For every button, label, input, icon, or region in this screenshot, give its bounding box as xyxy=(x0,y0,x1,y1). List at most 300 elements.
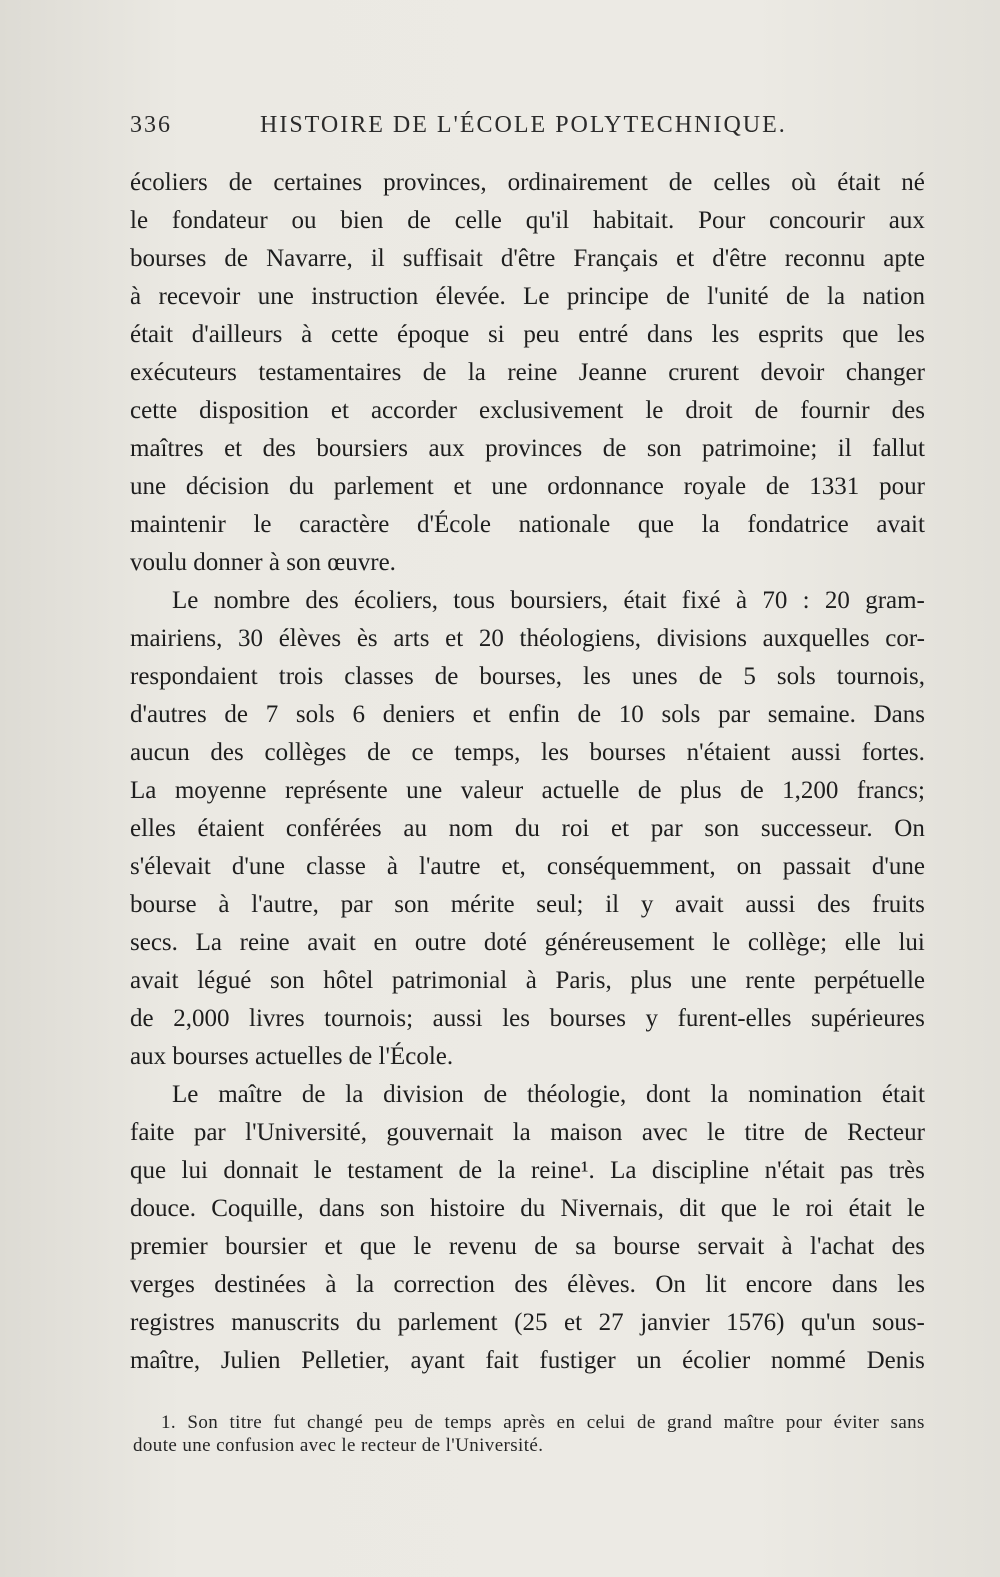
word: des xyxy=(891,397,925,424)
word: Jeanne xyxy=(578,359,647,386)
word: de xyxy=(637,777,662,804)
word: seul; xyxy=(536,891,584,918)
word: lui xyxy=(181,1157,208,1184)
word: 20 xyxy=(478,625,504,652)
word: la xyxy=(467,359,486,386)
body-text xyxy=(130,164,925,1380)
word: aux xyxy=(428,435,465,462)
word: supérieures xyxy=(811,1005,925,1032)
word: il xyxy=(605,891,620,918)
word: l'unité xyxy=(707,283,769,310)
word: principe xyxy=(566,283,649,310)
word: de xyxy=(602,435,627,462)
word: maison xyxy=(550,1119,623,1146)
word: une xyxy=(130,473,167,500)
word: l'Université, xyxy=(245,1119,367,1146)
word: le xyxy=(413,1233,432,1260)
word: bourse xyxy=(613,1233,681,1260)
word: de xyxy=(130,1005,154,1032)
word: son xyxy=(394,891,429,918)
word: Navarre, xyxy=(266,245,353,272)
word: cor- xyxy=(885,625,925,652)
word: d'une xyxy=(871,853,925,880)
word: 10 xyxy=(618,701,644,728)
word: patrimoine; xyxy=(702,435,818,462)
word: temps, xyxy=(454,739,521,766)
word: par xyxy=(193,1119,226,1146)
text-line xyxy=(130,164,925,202)
word: était xyxy=(848,1195,892,1222)
word: maître xyxy=(723,1412,775,1433)
word: caractère xyxy=(299,511,390,538)
word: de xyxy=(407,207,431,234)
word: boursiers, xyxy=(510,587,609,614)
word: classes xyxy=(344,663,414,690)
word: recevoir xyxy=(158,283,241,310)
word: que xyxy=(842,321,879,348)
word: élèves xyxy=(278,625,342,652)
word: nom xyxy=(448,815,494,842)
word: de xyxy=(301,1081,326,1108)
word: n'était xyxy=(764,1157,825,1184)
word: unes xyxy=(631,663,678,690)
word: de xyxy=(414,1412,434,1433)
word: collèges xyxy=(264,739,347,766)
word: n'étaient xyxy=(686,739,771,766)
word: collège; xyxy=(747,929,828,956)
word: francs; xyxy=(856,777,925,804)
word: 70 xyxy=(762,587,788,614)
word: dans xyxy=(831,1271,878,1298)
word: de xyxy=(666,283,690,310)
word: Recteur xyxy=(847,1119,925,1146)
text-line xyxy=(130,1304,925,1342)
text-line: aux bourses actuelles de l'École. xyxy=(130,1043,454,1070)
word: fortes. xyxy=(861,739,925,766)
word: avait xyxy=(130,967,179,994)
word: avec xyxy=(641,1119,688,1146)
word: suffisait xyxy=(402,245,483,272)
word: avait xyxy=(307,929,356,956)
footnote-line xyxy=(133,1411,925,1434)
word: son xyxy=(704,815,740,842)
word: le xyxy=(645,397,664,424)
word: tournois, xyxy=(836,663,925,690)
word: changer xyxy=(845,359,925,386)
word: les xyxy=(711,321,740,348)
word: de xyxy=(577,701,602,728)
word: actuelle xyxy=(541,777,620,804)
word: On xyxy=(655,1271,686,1298)
word: des xyxy=(514,1271,548,1298)
word: si xyxy=(487,321,505,348)
word: écoliers xyxy=(130,169,208,196)
word: 1576) xyxy=(726,1309,785,1336)
word: ayant xyxy=(410,1347,465,1374)
word: les xyxy=(583,663,611,690)
word: pour xyxy=(785,1412,823,1433)
word: une xyxy=(690,967,727,994)
word: manuscrits xyxy=(231,1309,340,1336)
word: les xyxy=(897,1271,925,1298)
word: d'une xyxy=(231,853,286,880)
word: faite xyxy=(130,1119,175,1146)
word: que xyxy=(359,1233,396,1260)
word: sa xyxy=(575,1233,597,1260)
word: une xyxy=(257,283,294,310)
word: de xyxy=(224,701,249,728)
word: outre xyxy=(414,929,467,956)
word: fruits xyxy=(872,891,925,918)
word: gram- xyxy=(865,587,925,614)
word: plus xyxy=(630,967,673,994)
word: des xyxy=(817,891,851,918)
word: : xyxy=(802,587,810,614)
word: aucun xyxy=(130,739,190,766)
text-line xyxy=(130,506,925,544)
word: boursiers xyxy=(316,435,409,462)
word: fournir xyxy=(800,397,870,424)
word: la xyxy=(356,1271,375,1298)
word: éviter xyxy=(833,1412,880,1433)
text-line xyxy=(130,886,925,924)
word: élèves. xyxy=(567,1271,636,1298)
word: maîtres xyxy=(130,435,204,462)
word: la xyxy=(345,1081,364,1108)
word: était xyxy=(837,169,881,196)
word: peu xyxy=(523,321,560,348)
word: son xyxy=(646,435,682,462)
word: de xyxy=(458,1157,483,1184)
word: bourses xyxy=(130,245,207,272)
word: et xyxy=(472,701,491,728)
word: roi xyxy=(561,815,590,842)
word: du xyxy=(289,473,314,500)
word: aux xyxy=(888,207,925,234)
word: de xyxy=(367,739,391,766)
word: esprits xyxy=(758,321,824,348)
word: le xyxy=(253,511,272,538)
word: mérite xyxy=(450,891,515,918)
word: lit xyxy=(705,1271,727,1298)
word: titre xyxy=(229,1412,263,1433)
word: enfin xyxy=(508,701,560,728)
word: deniers xyxy=(382,701,455,728)
word: histoire xyxy=(429,1195,505,1222)
word: habitait. xyxy=(593,207,675,234)
word: était xyxy=(881,1081,925,1108)
word: le xyxy=(130,207,149,234)
word: Pelletier, xyxy=(301,1347,390,1374)
text-line xyxy=(130,924,925,962)
word: du xyxy=(520,1195,546,1222)
word: des xyxy=(305,587,339,614)
word: qu'un xyxy=(801,1309,856,1336)
word: de xyxy=(804,1119,828,1146)
text-line xyxy=(130,278,925,316)
word: elles xyxy=(130,815,176,842)
word: reconnu xyxy=(784,245,866,272)
word: écoliers, xyxy=(353,587,438,614)
word: celui xyxy=(586,1412,626,1433)
word: Son xyxy=(187,1412,219,1433)
word: reine xyxy=(239,929,290,956)
text-line xyxy=(130,430,925,468)
word: hôtel xyxy=(323,967,374,994)
word: donnait xyxy=(223,1157,299,1184)
word: changé xyxy=(307,1412,364,1433)
word: et xyxy=(564,1309,583,1336)
word: fixé xyxy=(681,587,721,614)
word: ou xyxy=(291,207,317,234)
word: l'autre xyxy=(419,853,481,880)
word: provinces, xyxy=(383,169,487,196)
word: titre xyxy=(744,1119,785,1146)
word: avait xyxy=(876,511,925,538)
word: La xyxy=(195,929,222,956)
running-head xyxy=(130,112,925,148)
word: Coquille, xyxy=(211,1195,304,1222)
word: reine xyxy=(507,359,558,386)
word: avait xyxy=(675,891,724,918)
word: aussi xyxy=(745,891,796,918)
word: division xyxy=(383,1081,464,1108)
word: bourses, xyxy=(479,663,562,690)
word: auxquelles xyxy=(762,625,870,652)
word: maître xyxy=(218,1081,283,1108)
word: janvier xyxy=(640,1309,710,1336)
word: fustiger xyxy=(539,1347,616,1374)
word: dans xyxy=(647,321,693,348)
word: disposition xyxy=(199,397,309,424)
word: cette xyxy=(130,397,178,424)
word: nommé xyxy=(770,1347,846,1374)
word: les xyxy=(897,321,925,348)
word: par xyxy=(340,891,373,918)
word: 2,000 xyxy=(173,1005,230,1032)
word: sols xyxy=(661,701,701,728)
word: des xyxy=(262,435,296,462)
word: et xyxy=(330,397,349,424)
word: exécuteurs xyxy=(130,359,237,386)
text-line xyxy=(130,1228,925,1266)
word: maître, xyxy=(130,1347,201,1374)
text-line xyxy=(130,1266,925,1304)
word: l'autre, xyxy=(251,891,319,918)
word: 1331 xyxy=(809,473,860,500)
word: que xyxy=(637,511,674,538)
word: de xyxy=(483,1081,508,1108)
word: du xyxy=(514,815,540,842)
word: y xyxy=(640,891,654,918)
word: dit xyxy=(679,1195,706,1222)
word: à xyxy=(301,321,313,348)
word: le xyxy=(906,1195,925,1222)
word: pour xyxy=(879,473,925,500)
text-line xyxy=(130,772,925,810)
word: la xyxy=(701,511,720,538)
text-line xyxy=(130,734,925,772)
word: que xyxy=(130,1157,167,1184)
word: accorder xyxy=(370,397,457,424)
running-title: HISTOIRE DE L'ÉCOLE POLYTECHNIQUE. xyxy=(260,112,787,138)
word: le xyxy=(707,1119,726,1146)
word: en xyxy=(373,929,398,956)
word: classe xyxy=(306,853,366,880)
word: discipline xyxy=(651,1157,750,1184)
word: furent-elles xyxy=(677,1005,792,1032)
word: bourse xyxy=(130,891,197,918)
word: et xyxy=(224,435,243,462)
word: royale xyxy=(683,473,747,500)
word: gouvernait xyxy=(386,1119,494,1146)
word: ordinairement xyxy=(507,169,648,196)
text-line xyxy=(130,316,925,354)
word: Paris, xyxy=(555,967,612,994)
word: des xyxy=(210,739,244,766)
word: l'achat xyxy=(810,1233,875,1260)
word: reine¹. xyxy=(530,1157,595,1184)
word: certaines xyxy=(273,169,363,196)
word: grand xyxy=(666,1412,713,1433)
word: droit xyxy=(685,397,733,424)
word: Le xyxy=(172,587,199,614)
word: bourses xyxy=(549,1005,626,1032)
word: il xyxy=(837,435,852,462)
word: une xyxy=(491,473,528,500)
word: aussi xyxy=(432,1005,483,1032)
word: époque xyxy=(396,321,470,348)
word: son xyxy=(269,967,305,994)
word: à xyxy=(525,967,537,994)
word: 1. xyxy=(161,1412,177,1433)
word: et xyxy=(324,1233,343,1260)
word: devoir xyxy=(760,359,825,386)
word: le xyxy=(712,929,731,956)
word: premier xyxy=(130,1233,208,1260)
word: et, xyxy=(501,853,526,880)
word: parlement xyxy=(333,473,434,500)
word: de xyxy=(228,169,253,196)
word: des xyxy=(891,1233,925,1260)
word: secs. xyxy=(130,929,178,956)
word: et xyxy=(611,815,630,842)
word: dans xyxy=(318,1195,365,1222)
word: ordonnance xyxy=(547,473,664,500)
word: destinées xyxy=(214,1271,306,1298)
word: semaine. xyxy=(767,701,856,728)
word: théologie, xyxy=(526,1081,627,1108)
word: boursier xyxy=(225,1233,308,1260)
word: s'élevait xyxy=(130,853,211,880)
word: nation xyxy=(862,283,925,310)
text-line xyxy=(130,240,925,278)
word: cette xyxy=(331,321,379,348)
word: temps xyxy=(444,1412,492,1433)
word: arts xyxy=(393,625,430,652)
word: fondateur xyxy=(171,207,268,234)
word: les xyxy=(502,1005,530,1032)
word: sous- xyxy=(872,1309,925,1336)
word: aussi xyxy=(791,739,842,766)
word: était xyxy=(130,321,174,348)
word: bourses xyxy=(589,739,666,766)
word: La xyxy=(130,777,157,804)
word: la xyxy=(710,1081,729,1108)
word: ès xyxy=(356,625,378,652)
word: tournois; xyxy=(324,1005,414,1032)
text-line xyxy=(130,658,925,696)
word: rente xyxy=(745,967,796,994)
word: la xyxy=(497,1157,516,1184)
word: par xyxy=(650,815,683,842)
word: moyenne xyxy=(174,777,267,804)
word: Dans xyxy=(873,701,925,728)
word: le xyxy=(313,1157,332,1184)
word: à xyxy=(386,853,398,880)
word: et xyxy=(676,245,695,272)
word: au xyxy=(403,815,427,842)
word: conférées xyxy=(285,815,382,842)
word: de xyxy=(786,283,810,310)
word: On xyxy=(894,815,925,842)
word: de xyxy=(636,1412,656,1433)
word: la xyxy=(827,283,846,310)
word: fallut xyxy=(872,435,925,462)
word: de xyxy=(422,359,447,386)
word: Pour xyxy=(698,207,746,234)
word: d'École xyxy=(417,511,491,538)
word: à xyxy=(130,283,142,310)
word: décision xyxy=(185,473,270,500)
word: où xyxy=(791,169,817,196)
word: patrimonial xyxy=(391,967,508,994)
word: à xyxy=(218,891,230,918)
word: 27 xyxy=(598,1309,624,1336)
word: (25 xyxy=(514,1309,548,1336)
word: Denis xyxy=(866,1347,925,1374)
word: nombre xyxy=(213,587,291,614)
word: provinces xyxy=(485,435,583,462)
word: de xyxy=(765,473,790,500)
word: correction xyxy=(393,1271,495,1298)
word: revenu xyxy=(448,1233,517,1260)
word: théologiens, xyxy=(519,625,642,652)
word: successeur. xyxy=(760,815,873,842)
word: d'être xyxy=(712,245,767,272)
word: était xyxy=(623,587,667,614)
word: d'être xyxy=(500,245,556,272)
word: 20 xyxy=(824,587,850,614)
word: une xyxy=(406,777,443,804)
word: écolier xyxy=(682,1347,751,1374)
word: registres xyxy=(130,1309,215,1336)
word: sols xyxy=(776,663,816,690)
text-line xyxy=(130,810,925,848)
word: du xyxy=(356,1309,382,1336)
word: testament xyxy=(347,1157,444,1184)
word: et xyxy=(445,625,464,652)
word: à xyxy=(781,1233,793,1260)
word: les xyxy=(541,739,569,766)
word: servait xyxy=(697,1233,765,1260)
word: plus xyxy=(679,777,722,804)
word: peu xyxy=(374,1412,404,1433)
word: maintenir xyxy=(130,511,226,538)
word: La xyxy=(610,1157,637,1184)
word: apte xyxy=(883,245,925,272)
page-number: 336 xyxy=(130,112,172,138)
